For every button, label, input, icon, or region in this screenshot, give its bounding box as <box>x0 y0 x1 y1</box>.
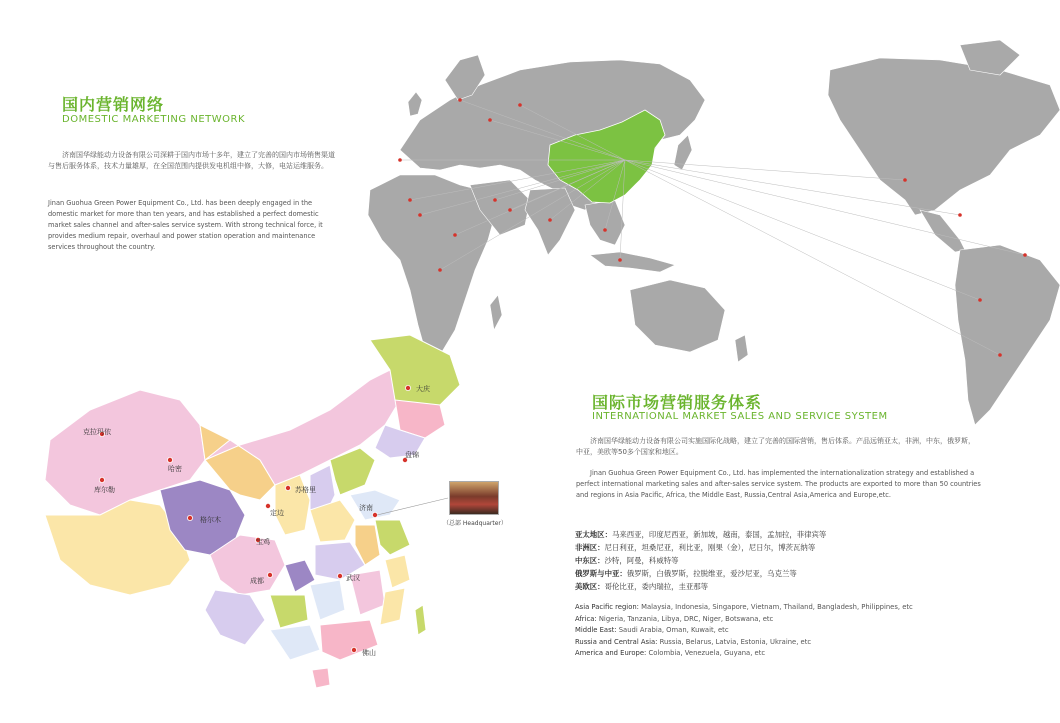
region-label: Russia and Central Asia: <box>575 637 658 646</box>
international-paragraph-en: Jinan Guohua Green Power Equipment Co., Ltd. has implemented the internationalization strategy and established a perfect international marketing sales and after-sales service system. The products are exported to more than 50 countries and regions in Asia Pacific, Africa, the Middle East, Russia,Central Asia,America and Europe,etc. <box>576 469 981 499</box>
indonesia-landmass <box>590 252 675 272</box>
region-value: Colombia, Venezuela, Guyana, etc <box>646 649 766 658</box>
region-label: Africa: <box>575 614 597 623</box>
region-value: 马来西亚，印度尼西亚，新加坡，越南，泰国，孟加拉，菲律宾等 <box>611 530 827 539</box>
southeast-asia-landmass <box>585 200 625 245</box>
international-paragraph-cn: 济南国华绿能动力设备有限公司实施国际化战略，建立了完善的国际营销，售后体系。产品远销亚太，非洲，中东，俄罗斯，中亚，美欧等50多个国家和地区。 <box>576 437 975 456</box>
madagascar-landmass <box>490 295 502 330</box>
region-list-en <box>575 602 913 660</box>
region-label: 非洲区： <box>575 543 605 552</box>
region-label: Asia Pacific region: <box>575 603 639 611</box>
city-label-foshan: 佛山 <box>362 649 376 657</box>
region-row-en <box>575 637 913 649</box>
city-label-wuhan: 武汉 <box>346 574 360 582</box>
new-zealand-landmass <box>735 335 748 362</box>
city-label-hami: 哈密 <box>168 465 182 473</box>
city-label-korla: 库尔勒 <box>94 486 115 494</box>
province-taiwan <box>415 605 426 635</box>
city-label-panjin: 盘锦 <box>405 451 419 459</box>
region-label: 亚太地区： <box>575 530 612 539</box>
region-label: 俄罗斯与中亚： <box>575 569 627 578</box>
region-label: America and Europe: <box>575 649 647 658</box>
province-yunnan <box>205 590 265 645</box>
region-value: 沙特，阿曼，科威特等 <box>604 556 679 565</box>
region-label: Middle East: <box>575 626 617 635</box>
domestic-paragraph-cn: 济南国华绿能动力设备有限公司深耕于国内市场十多年，建立了完善的国内市场销售渠道与售后服务体系，技术力量雄厚，在全国范围内提供发电机组中修，大修，电站运维服务。 <box>48 151 335 170</box>
city-label-baoji: 宝鸡 <box>256 538 270 546</box>
region-label: 美欧区： <box>575 582 605 591</box>
province-zhejiang <box>385 555 410 588</box>
australia-landmass <box>630 280 725 352</box>
region-row-cn <box>575 528 826 541</box>
province-shaanxi <box>275 475 310 535</box>
region-row-cn <box>575 567 826 580</box>
south-america-landmass <box>955 245 1060 425</box>
region-value: Malaysia, Indonesia, Singapore, Vietnam, Thailand, Bangladesh, Philippines, etc <box>638 603 913 611</box>
region-row-en <box>575 625 913 637</box>
region-list-cn <box>575 528 826 593</box>
region-label: 中东区： <box>575 556 605 565</box>
province-jiangsu <box>375 520 410 555</box>
region-row-en <box>575 614 913 626</box>
international-title-cn: 国际市场营销服务体系 <box>592 393 763 412</box>
region-value: 哥伦比亚，委内瑞拉，圭亚那等 <box>604 582 709 591</box>
region-row-cn <box>575 580 826 593</box>
region-value: Saudi Arabia, Oman, Kuwait, etc <box>616 626 729 635</box>
domestic-paragraph-en: Jinan Guohua Green Power Equipment Co., Ltd. has been deeply engaged in the domestic market for more than ten years, and has established a perfect domestic market sales channel and after-sales service system. With strong technical force, it provides medium repair, overhaul and power station operation and maintenance services throughout the country. <box>48 199 323 251</box>
region-value: Russia, Belarus, Latvia, Estonia, Ukraine, etc <box>657 637 812 646</box>
city-label-golmud: 格尔木 <box>200 516 221 524</box>
city-label-jinan: 济南 <box>359 504 373 512</box>
province-guizhou <box>270 595 308 628</box>
region-row-en <box>575 648 913 660</box>
china-map <box>30 330 470 710</box>
city-label-chengdu: 成都 <box>250 577 264 585</box>
uk-landmass <box>408 92 422 116</box>
international-title-en: INTERNATIONAL MARKET SALES AND SERVICE SYSTEM <box>592 411 888 422</box>
province-hainan <box>312 668 330 688</box>
north-america-landmass <box>828 58 1060 215</box>
headquarter-photo <box>449 481 499 515</box>
city-label-sulige: 苏格里 <box>295 486 316 494</box>
city-label-karamay: 克拉玛依 <box>83 428 111 436</box>
province-hunan <box>310 580 345 620</box>
region-row-cn <box>575 541 826 554</box>
region-row-cn <box>575 554 826 567</box>
region-value: 尼日利亚，坦桑尼亚，利比亚，刚果（金），尼日尔，博茨瓦纳等 <box>604 543 816 552</box>
city-label-daqing: 大庆 <box>416 385 430 393</box>
domestic-title-cn: 国内营销网络 <box>62 95 165 114</box>
region-value: Nigeria, Tanzania, Libya, DRC, Niger, Botswana, etc <box>596 614 774 623</box>
province-guangxi <box>270 625 320 660</box>
region-value: 俄罗斯，白俄罗斯，拉脱维亚，爱沙尼亚，乌克兰等 <box>626 569 797 578</box>
headquarter-label: （总部 Headquarter） <box>443 520 507 527</box>
city-label-dingbian: 定边 <box>270 509 284 517</box>
central-america-landmass <box>920 210 965 252</box>
domestic-title-en: DOMESTIC MARKETING NETWORK <box>62 114 246 125</box>
africa-landmass <box>368 175 495 355</box>
region-row-en <box>575 602 913 614</box>
